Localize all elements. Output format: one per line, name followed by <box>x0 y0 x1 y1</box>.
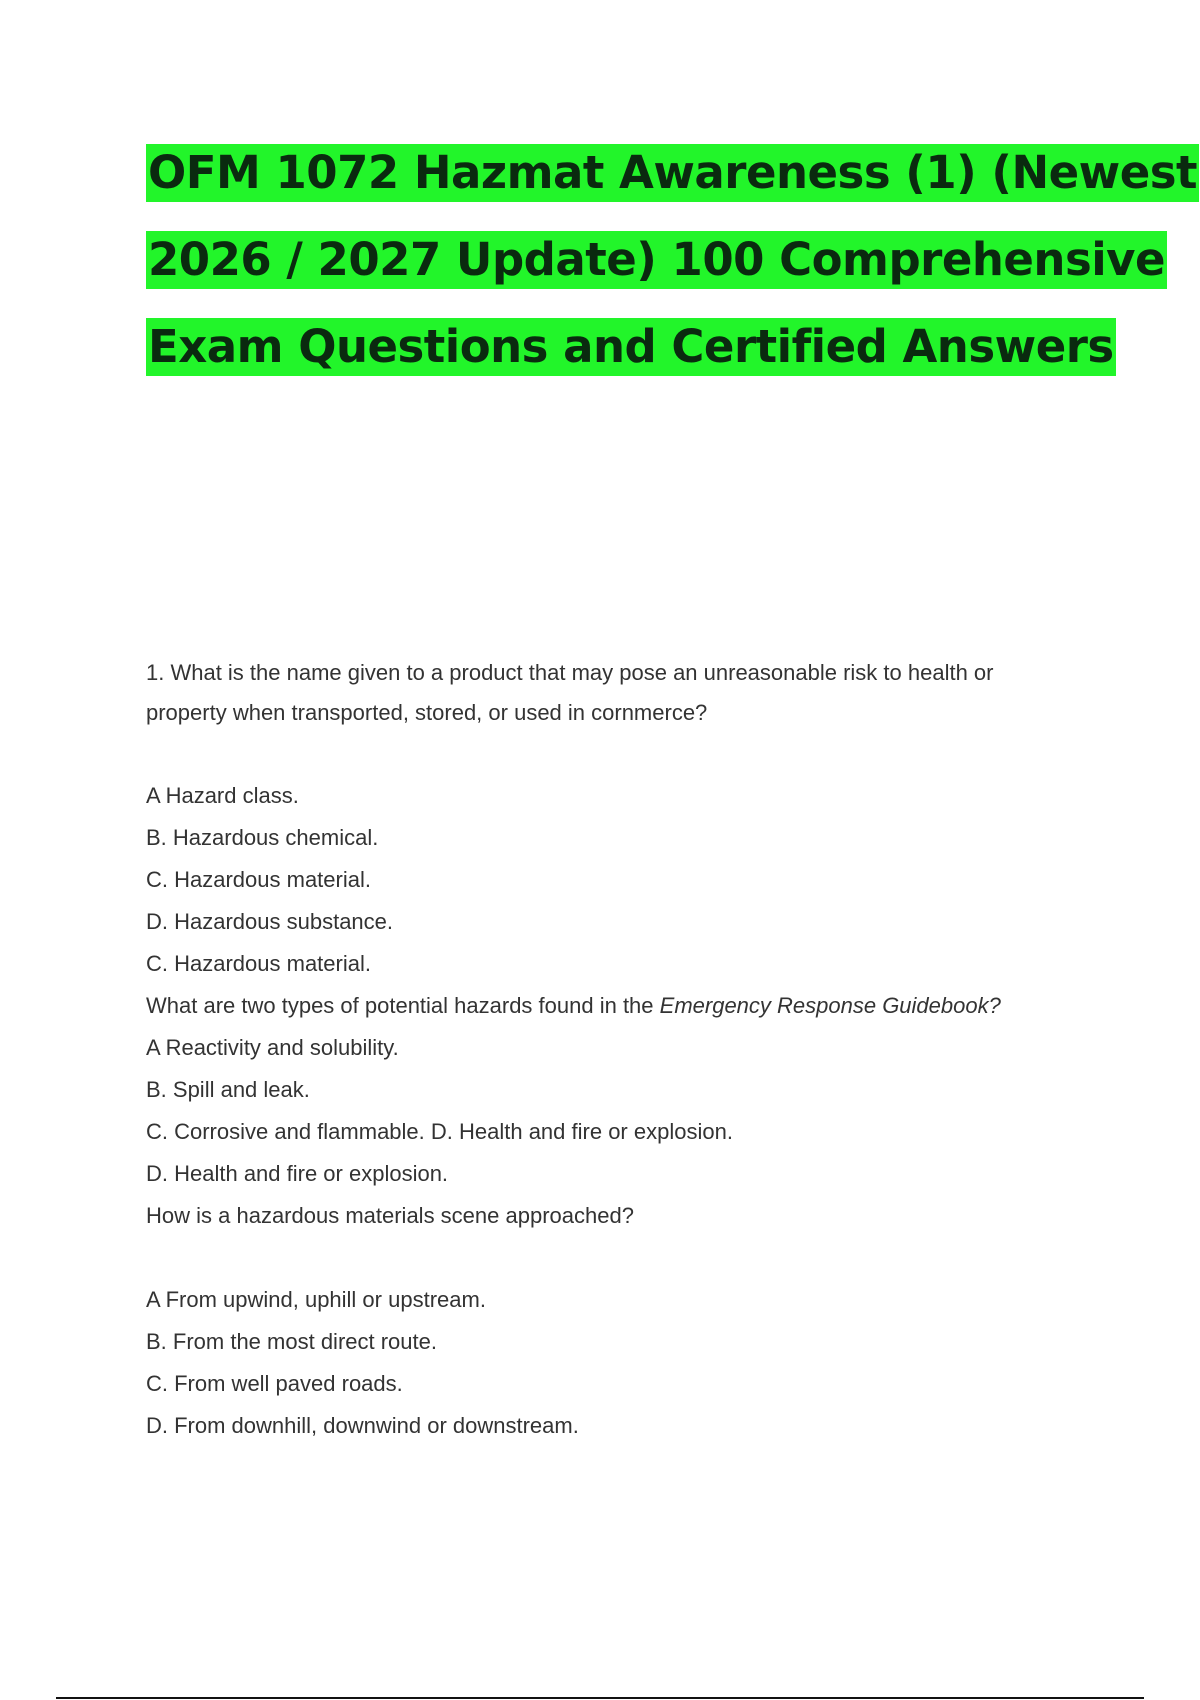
question-1 <box>146 653 1106 985</box>
question-prompt: How is a hazardous materials scene approached? <box>146 1203 634 1228</box>
correct-answer: D. Health and fire or explosion. <box>146 1161 449 1186</box>
footer-rule <box>56 1697 1144 1699</box>
title-highlight: Exam Questions and Certified Answers <box>146 318 1116 376</box>
spacer <box>146 733 1106 775</box>
title-line <box>146 314 1114 401</box>
answer-option: A From upwind, uphill or upstream. <box>146 1287 486 1312</box>
title-line <box>146 140 1198 227</box>
correct-answer: C. Hazardous material. <box>146 951 371 976</box>
answer-option: A Hazard class. <box>146 783 299 808</box>
spacer <box>146 1237 1106 1279</box>
question-prompt-text: What are two types of potential hazards found in the <box>146 993 660 1018</box>
question-prompt: property when transported, stored, or used in cornmerce? <box>146 700 708 725</box>
answer-option: C. From well paved roads. <box>146 1371 403 1396</box>
answer-option: D. From downhill, downwind or downstream. <box>146 1413 579 1438</box>
answer-option: A Reactivity and solubility. <box>146 1035 399 1060</box>
answer-option: B. Spill and leak. <box>146 1077 310 1102</box>
guidebook-title: Emergency Response Guidebook? <box>659 993 1001 1018</box>
answer-option: D. Hazardous substance. <box>146 909 394 934</box>
answer-option: C. Corrosive and flammable. D. Health and fire or explosion. <box>146 1119 733 1144</box>
answer-option: B. From the most direct route. <box>146 1329 437 1354</box>
title-highlight: OFM 1072 Hazmat Awareness (1) (Newest <box>146 144 1199 202</box>
question-2 <box>146 985 1106 1195</box>
question-prompt <box>146 985 1106 1027</box>
question-prompt: 1. What is the name given to a product that may pose an unreasonable risk to health or <box>146 660 994 685</box>
question-3 <box>146 1195 1106 1447</box>
answer-option: B. Hazardous chemical. <box>146 825 379 850</box>
answer-option: C. Hazardous material. <box>146 867 371 892</box>
document-title <box>146 140 1198 401</box>
title-highlight: 2026 / 2027 Update) 100 Comprehensive <box>146 231 1167 289</box>
title-line <box>146 227 1166 314</box>
question-list <box>146 653 1106 1447</box>
